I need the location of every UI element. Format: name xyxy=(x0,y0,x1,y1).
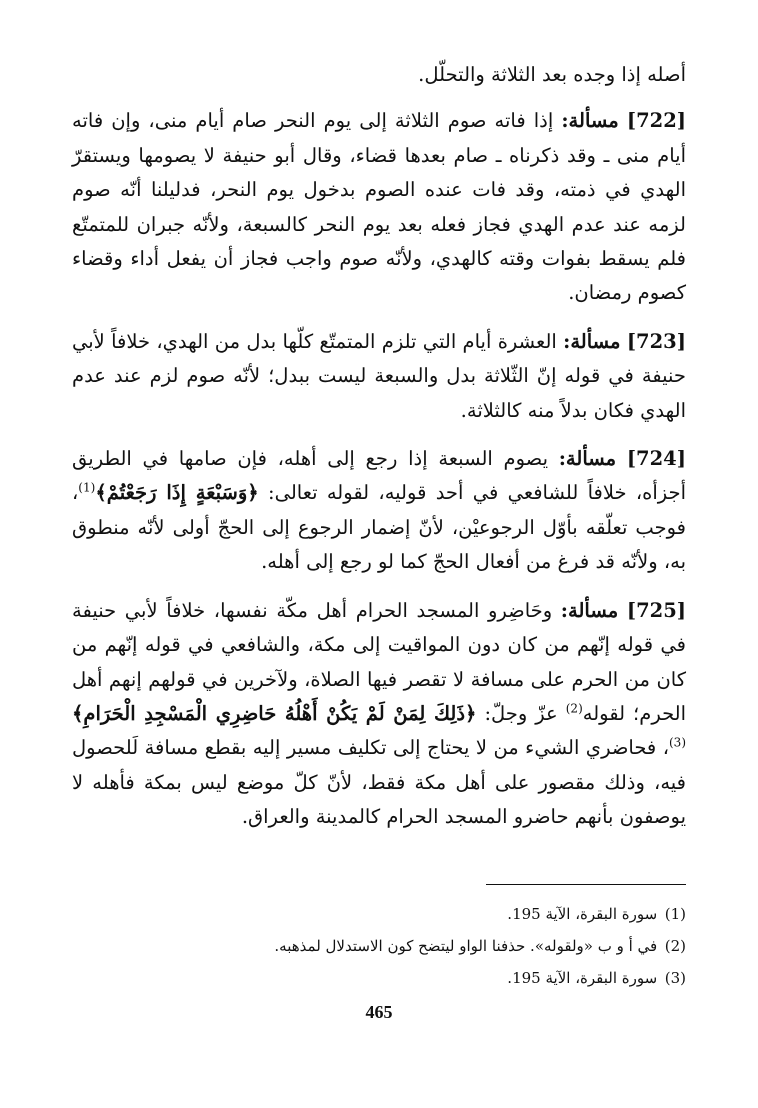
issue-723 xyxy=(72,325,686,428)
issue-text: ، فوجب تعلّقه بأوّل الرجوعيْن، لأنّ إضمار الرجوع إلى الحجّ أولى لأنّه منطوق به، ولأنّه قد فرغ من أفعال الحجّ كما لو رجع إلى أهله. xyxy=(72,481,686,574)
issue-text: عزّ وجلّ: xyxy=(484,701,558,725)
page-number: 465 xyxy=(365,1002,393,1022)
issue-keyword: مسألة: xyxy=(563,329,621,353)
footnote-item xyxy=(72,930,686,962)
issue-number: [722] xyxy=(626,109,687,133)
paragraph-text: أصله إذا وجده بعد الثلاثة والتحلّل. xyxy=(418,63,686,86)
footnote-divider xyxy=(486,884,686,885)
issue-number: [725] xyxy=(626,598,687,622)
footnote-ref[interactable]: (1) xyxy=(78,480,96,495)
footnote-number: (3) xyxy=(664,969,686,987)
issue-725 xyxy=(72,594,686,835)
footnote-number: (1) xyxy=(664,905,686,923)
footnote-text: سورة البقرة، الآية 195. xyxy=(507,969,658,987)
issue-number: [724] xyxy=(626,447,686,471)
footnote-item xyxy=(72,962,686,994)
issue-text: ، فحاضري الشيء من لا يحتاج إلى تكليف مسير إليه بقطع مسافة لَلحصول فيه، وذلك مقصور على أهل مكة فقط، لأنّ كلّ موضع ليس بمكة فأهله لا يوصفون بأنهم حاضرو المسجد الحرام كالمدينة والعراق. xyxy=(72,736,686,829)
issue-number: [723] xyxy=(626,329,686,353)
footnote-ref[interactable]: (2) xyxy=(565,701,583,716)
quran-quote: ﴿وَسَبْعَةٍ إِذَا رَجَعْتُمْ﴾ xyxy=(95,481,259,505)
footnote-item xyxy=(72,898,686,930)
paragraph-continuation xyxy=(72,58,686,92)
footnote-number: (2) xyxy=(664,937,686,955)
quran-quote: ﴿ذَلِكَ لِمَنْ لَمْ يَكُنْ أَهْلُهُ حَاضِرِي الْمَسْجِدِ الْحَرَامِ﴾ xyxy=(72,701,477,725)
issue-keyword: مسألة: xyxy=(560,598,619,622)
issue-722 xyxy=(72,104,686,310)
issue-text: العشرة أيام التي تلزم المتمتّع كلّها بدل من الهدي، خلافاً لأبي حنيفة في قوله إنّ الثّلاثة بدل والسبعة ليست ببدل؛ لأنّه صوم لزم عند عدم الهدي فكان بدلاً منه كالثلاثة. xyxy=(72,329,686,422)
footnote-text: في أ و ب «ولقوله». حذفنا الواو ليتضح كون الاستدلال لمذهبه. xyxy=(274,937,658,955)
issue-keyword: مسألة: xyxy=(561,109,619,133)
issue-text: وحَاضِرو المسجد الحرام أهل مكّة نفسها، خلافاً لأبي حنيفة في قوله إنّهم من كان دون المواقيت إلى مكة، والشافعي في قوله إنّهم من كان من الحرم على مسافة لا تقصر فيها الصلاة، ولآخرين في قولهم إنهم أهل الحرم؛ لقوله xyxy=(72,598,687,725)
issue-724 xyxy=(72,442,686,580)
footnote-ref[interactable]: (3) xyxy=(668,735,686,750)
footnote-text: سورة البقرة، الآية 195. xyxy=(507,905,658,923)
footnotes xyxy=(72,898,686,994)
issue-keyword: مسألة: xyxy=(558,447,617,471)
issue-text: يصوم السبعة إذا رجع إلى أهله، فإن صامها في الطريق أجزأه، خلافاً للشافعي في أحد قوليه، لقوله تعالى: xyxy=(72,447,686,505)
issue-text: إذا فاته صوم الثلاثة إلى يوم النحر صام أيام منى، وإن فاته أيام منى ـ وقد ذكرناه ـ صام بعدها قضاء، وقال أبو حنيفة لا يصومها ويستقرّ الهدي في ذمته، وقد فات عنده الصوم بدخول يوم النحر، فدليلنا أنّه صوم لزمه عند عدم الهدي فجاز فعله بعد يوم النحر كالسبعة، ولأنّه جبران للمتمتّع فلم يسقط بفوات وقته كالهدي، ولأنّه صوم واجب فجاز أن يفعل أداء وقضاء كصوم رمضان. xyxy=(72,109,686,305)
page-body xyxy=(72,58,686,849)
